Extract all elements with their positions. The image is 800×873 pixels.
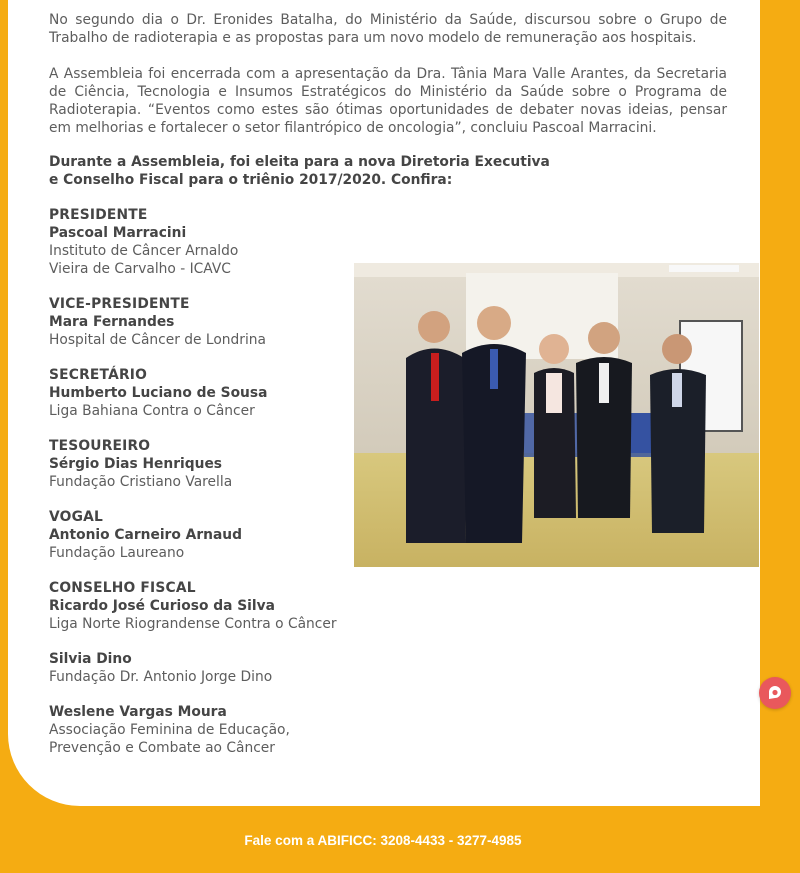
footer-contact: Fale com a ABIFICC: 3208-4433 - 3277-4985 (244, 833, 522, 848)
member-name: Humberto Luciano de Sousa (49, 385, 268, 401)
member-name: Pascoal Marracini (49, 225, 187, 241)
role-title: PRESIDENTE (49, 207, 148, 223)
member-org: Instituto de Câncer Arnaldo (49, 243, 239, 259)
fiscal-member-3 (49, 703, 290, 757)
member-name: Antonio Carneiro Arnaud (49, 527, 242, 543)
member-treasurer (49, 437, 232, 491)
role-title: TESOUREIRO (49, 438, 151, 454)
member-org: Fundação Cristiano Varella (49, 474, 233, 490)
group-photo-illustration (354, 263, 759, 567)
paragraph-1: No segundo dia o Dr. Eronides Batalha, do Ministério da Saúde, discursou sobre o Grupo de Trabalho de radioterapia e as propostas para um novo modelo de remuneração aos hospitais. (49, 12, 727, 46)
member-org: Fundação Laureano (49, 545, 185, 561)
fiscal-member-2 (49, 650, 272, 686)
role-title: SECRETÁRIO (49, 367, 148, 383)
member-org: Fundação Dr. Antonio Jorge Dino (49, 669, 273, 685)
paragraph-2: A Assembleia foi encerrada com a apresentação da Dra. Tânia Mara Valle Arantes, da Secretaria de Ciência, Tecnologia e Insumos Estratégicos do Ministério da Saúde sobre o Programa de Radioterapia. “Eventos como estes são ótimas oportunidades de debater novas ideias, pensar em melhorias e fortalecer o setor filantrópico de oncologia”, concluiu Pascoal Marracini. (49, 66, 727, 136)
member-name: Sérgio Dias Henriques (49, 456, 223, 472)
fiscal-council (49, 579, 337, 633)
role-title: VICE-PRESIDENTE (49, 296, 190, 312)
role-title: CONSELHO FISCAL (49, 580, 196, 596)
member-name: Silvia Dino (49, 651, 132, 667)
member-name: Ricardo José Curioso da Silva (49, 598, 275, 614)
member-org: Prevenção e Combate ao Câncer (49, 740, 275, 756)
member-name: Weslene Vargas Moura (49, 704, 227, 720)
board-intro (49, 153, 550, 189)
member-secretary (49, 366, 267, 420)
member-org: Associação Feminina de Educação, (49, 722, 290, 738)
member-org: Liga Norte Riograndense Contra o Câncer (49, 616, 337, 632)
member-president (49, 206, 238, 278)
intro-line-1: Durante a Assembleia, foi eleita para a nova Diretoria Executiva (49, 154, 550, 170)
role-title: VOGAL (49, 509, 103, 525)
board-group-photo (354, 263, 759, 567)
intro-line-2: e Conselho Fiscal para o triênio 2017/2020. Confira: (49, 172, 453, 188)
member-vogal (49, 508, 242, 562)
chat-button[interactable] (759, 677, 791, 709)
member-org: Liga Bahiana Contra o Câncer (49, 403, 255, 419)
member-org: Vieira de Carvalho - ICAVC (49, 261, 231, 277)
member-vice-president (49, 295, 266, 349)
chat-bubble-icon (759, 677, 791, 709)
member-name: Mara Fernandes (49, 314, 175, 330)
member-org: Hospital de Câncer de Londrina (49, 332, 266, 348)
